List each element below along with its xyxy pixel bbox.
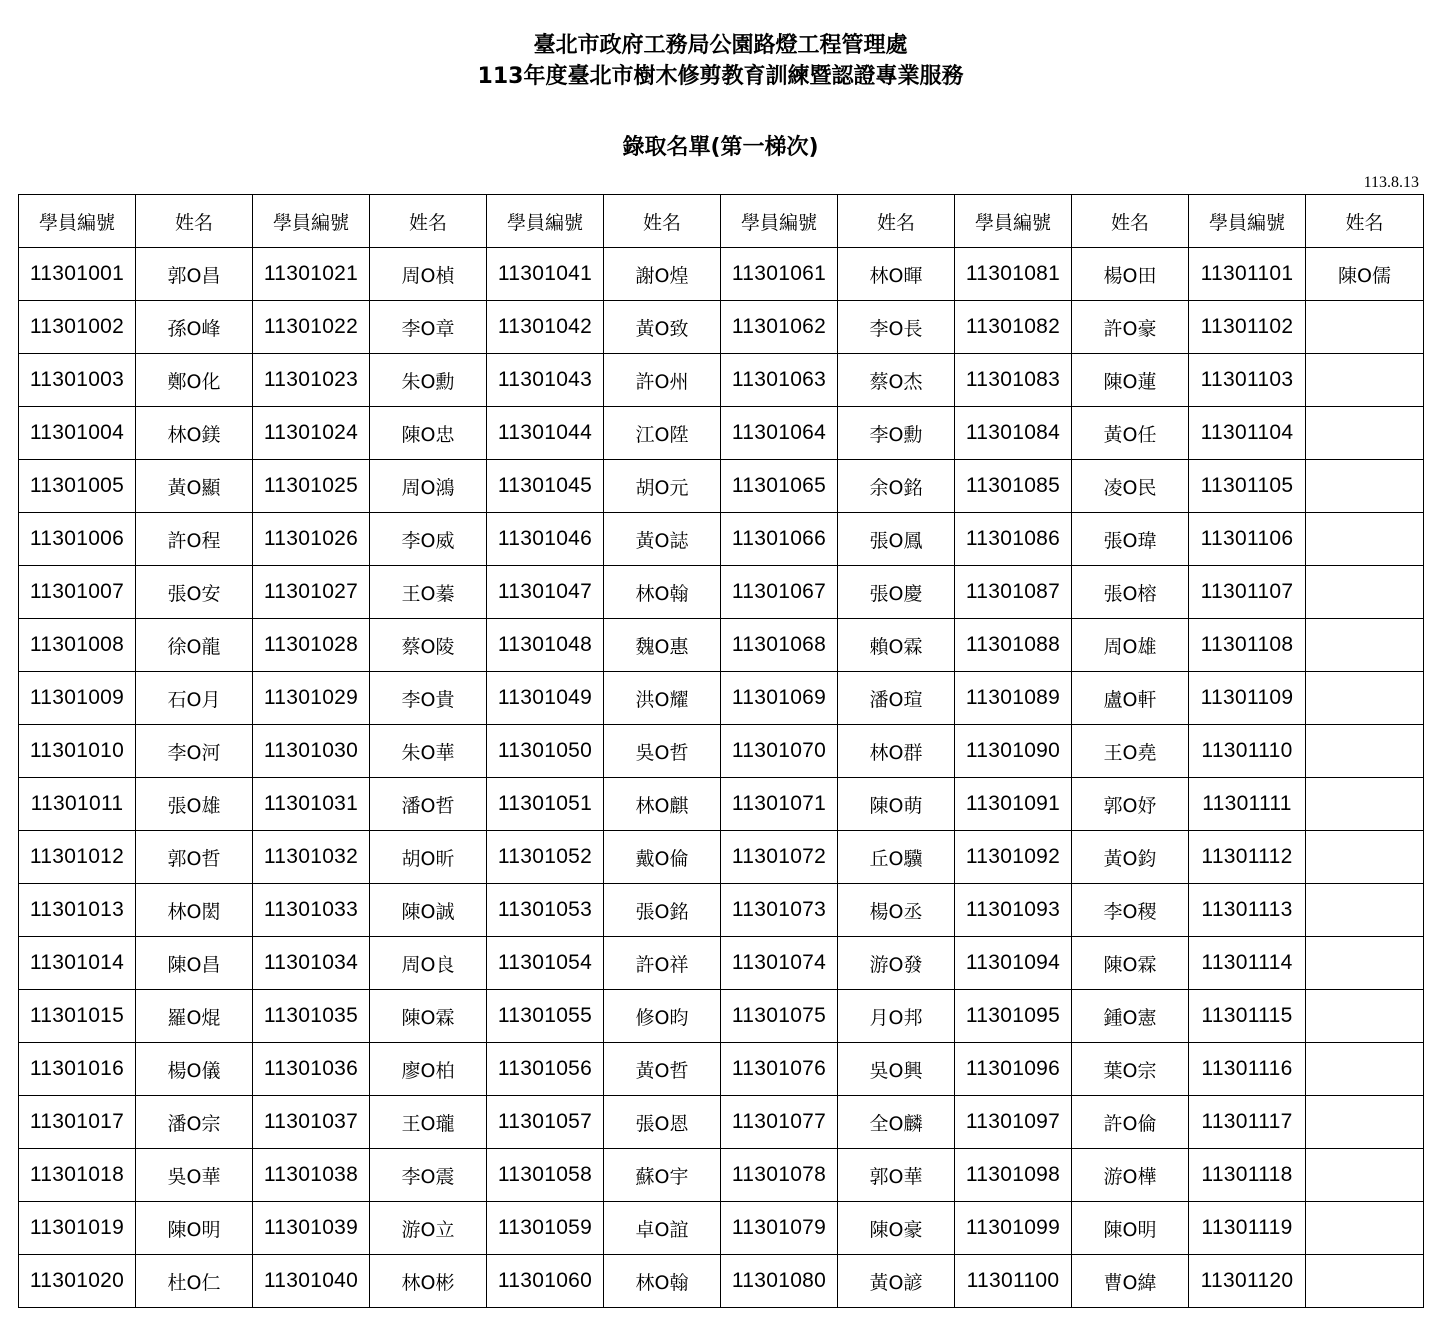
student-name-cell: 陳O儒 [1306, 248, 1424, 301]
student-id-cell: 11301060 [487, 1255, 604, 1308]
student-name-cell: 周O良 [370, 937, 487, 990]
table-row [19, 407, 1424, 460]
table-body [19, 248, 1424, 1308]
student-name-cell: 林O翰 [604, 1255, 721, 1308]
student-name-cell [1306, 831, 1424, 884]
student-name-cell: 蔡O陵 [370, 619, 487, 672]
student-name-cell: 鄭O化 [136, 354, 253, 407]
student-id-cell: 11301098 [955, 1149, 1072, 1202]
student-id-cell: 11301020 [19, 1255, 136, 1308]
student-name-cell: 許O州 [604, 354, 721, 407]
column-header-student-id: 學員編號 [253, 195, 370, 248]
student-id-cell: 11301062 [721, 301, 838, 354]
student-id-cell: 11301052 [487, 831, 604, 884]
student-name-cell: 潘O宗 [136, 1096, 253, 1149]
table-row [19, 672, 1424, 725]
student-name-cell: 鍾O憲 [1072, 990, 1189, 1043]
student-id-cell: 11301053 [487, 884, 604, 937]
student-id-cell: 11301057 [487, 1096, 604, 1149]
table-row [19, 1149, 1424, 1202]
student-name-cell: 徐O龍 [136, 619, 253, 672]
student-name-cell: 李O章 [370, 301, 487, 354]
student-name-cell [1306, 725, 1424, 778]
student-id-cell: 11301078 [721, 1149, 838, 1202]
column-header-student-id: 學員編號 [721, 195, 838, 248]
student-id-cell: 11301117 [1189, 1096, 1306, 1149]
student-name-cell: 郭O妤 [1072, 778, 1189, 831]
student-name-cell: 周O楨 [370, 248, 487, 301]
organization-title: 臺北市政府工務局公園路燈工程管理處 [533, 33, 908, 58]
student-id-cell: 11301097 [955, 1096, 1072, 1149]
table-row [19, 354, 1424, 407]
student-name-cell: 羅O焜 [136, 990, 253, 1043]
student-id-cell: 11301073 [721, 884, 838, 937]
student-name-cell: 蘇O宇 [604, 1149, 721, 1202]
column-header-student-id: 學員編號 [19, 195, 136, 248]
student-name-cell [1306, 937, 1424, 990]
program-title: 113年度臺北市樹木修剪教育訓練暨認證專業服務 [477, 64, 964, 89]
student-name-cell: 游O立 [370, 1202, 487, 1255]
student-id-cell: 11301012 [19, 831, 136, 884]
student-name-cell: 周O雄 [1072, 619, 1189, 672]
student-id-cell: 11301006 [19, 513, 136, 566]
document-date: 113.8.13 [1363, 174, 1419, 191]
student-name-cell: 賴O霖 [838, 619, 955, 672]
student-id-cell: 11301079 [721, 1202, 838, 1255]
student-id-cell: 11301038 [253, 1149, 370, 1202]
student-id-cell: 11301017 [19, 1096, 136, 1149]
student-id-cell: 11301116 [1189, 1043, 1306, 1096]
student-name-cell: 楊O儀 [136, 1043, 253, 1096]
student-name-cell [1306, 1255, 1424, 1308]
student-name-cell: 林O閎 [136, 884, 253, 937]
student-name-cell: 許O豪 [1072, 301, 1189, 354]
student-name-cell: 李O長 [838, 301, 955, 354]
student-name-cell [1306, 619, 1424, 672]
student-id-cell: 11301014 [19, 937, 136, 990]
student-id-cell: 11301106 [1189, 513, 1306, 566]
student-name-cell: 張O安 [136, 566, 253, 619]
student-id-cell: 11301092 [955, 831, 1072, 884]
student-id-cell: 11301102 [1189, 301, 1306, 354]
column-header-student-id: 學員編號 [487, 195, 604, 248]
student-id-cell: 11301081 [955, 248, 1072, 301]
student-id-cell: 11301095 [955, 990, 1072, 1043]
student-id-cell: 11301030 [253, 725, 370, 778]
student-id-cell: 11301016 [19, 1043, 136, 1096]
student-id-cell: 11301109 [1189, 672, 1306, 725]
student-name-cell [1306, 301, 1424, 354]
student-id-cell: 11301024 [253, 407, 370, 460]
column-header-name: 姓名 [1306, 195, 1424, 248]
student-name-cell [1306, 1096, 1424, 1149]
student-name-cell: 魏O惠 [604, 619, 721, 672]
student-name-cell: 陳O忠 [370, 407, 487, 460]
student-id-cell: 11301003 [19, 354, 136, 407]
student-name-cell: 黃O誌 [604, 513, 721, 566]
student-name-cell: 朱O勳 [370, 354, 487, 407]
student-name-cell [1306, 354, 1424, 407]
student-id-cell: 11301077 [721, 1096, 838, 1149]
student-id-cell: 11301059 [487, 1202, 604, 1255]
student-id-cell: 11301058 [487, 1149, 604, 1202]
student-name-cell [1306, 884, 1424, 937]
student-id-cell: 11301002 [19, 301, 136, 354]
student-id-cell: 11301105 [1189, 460, 1306, 513]
student-name-cell: 郭O昌 [136, 248, 253, 301]
student-id-cell: 11301087 [955, 566, 1072, 619]
student-name-cell: 盧O軒 [1072, 672, 1189, 725]
student-name-cell [1306, 990, 1424, 1043]
admission-roster-table [18, 194, 1424, 1308]
student-id-cell: 11301071 [721, 778, 838, 831]
student-name-cell: 張O雄 [136, 778, 253, 831]
student-name-cell: 李O威 [370, 513, 487, 566]
student-name-cell: 卓O誼 [604, 1202, 721, 1255]
student-id-cell: 11301045 [487, 460, 604, 513]
column-header-name: 姓名 [604, 195, 721, 248]
student-name-cell: 洪O耀 [604, 672, 721, 725]
student-name-cell: 吳O哲 [604, 725, 721, 778]
student-id-cell: 11301111 [1189, 778, 1306, 831]
student-id-cell: 11301061 [721, 248, 838, 301]
student-id-cell: 11301101 [1189, 248, 1306, 301]
table-row [19, 1255, 1424, 1308]
student-id-cell: 11301076 [721, 1043, 838, 1096]
student-id-cell: 11301112 [1189, 831, 1306, 884]
student-id-cell: 11301054 [487, 937, 604, 990]
table-row [19, 778, 1424, 831]
student-name-cell: 許O程 [136, 513, 253, 566]
student-id-cell: 11301047 [487, 566, 604, 619]
student-name-cell: 郭O哲 [136, 831, 253, 884]
student-id-cell: 11301056 [487, 1043, 604, 1096]
table-row [19, 248, 1424, 301]
student-id-cell: 11301021 [253, 248, 370, 301]
student-name-cell: 李O震 [370, 1149, 487, 1202]
student-id-cell: 11301064 [721, 407, 838, 460]
student-name-cell: 胡O元 [604, 460, 721, 513]
student-id-cell: 11301108 [1189, 619, 1306, 672]
student-id-cell: 11301070 [721, 725, 838, 778]
student-id-cell: 11301103 [1189, 354, 1306, 407]
student-name-cell: 郭O華 [838, 1149, 955, 1202]
student-name-cell: 游O發 [838, 937, 955, 990]
student-name-cell: 王O蓁 [370, 566, 487, 619]
student-name-cell: 黃O顯 [136, 460, 253, 513]
table-row [19, 566, 1424, 619]
student-id-cell: 11301048 [487, 619, 604, 672]
table-row [19, 831, 1424, 884]
student-id-cell: 11301046 [487, 513, 604, 566]
list-title: 錄取名單(第一梯次) [622, 135, 819, 160]
student-id-cell: 11301026 [253, 513, 370, 566]
table-row [19, 990, 1424, 1043]
student-name-cell: 張O鳳 [838, 513, 955, 566]
student-id-cell: 11301015 [19, 990, 136, 1043]
student-name-cell: 陳O昌 [136, 937, 253, 990]
student-name-cell: 孫O峰 [136, 301, 253, 354]
student-id-cell: 11301008 [19, 619, 136, 672]
student-id-cell: 11301044 [487, 407, 604, 460]
student-id-cell: 11301032 [253, 831, 370, 884]
student-name-cell: 潘O瑄 [838, 672, 955, 725]
student-name-cell: 李O貴 [370, 672, 487, 725]
table-row [19, 301, 1424, 354]
student-id-cell: 11301005 [19, 460, 136, 513]
student-name-cell: 張O銘 [604, 884, 721, 937]
table-row [19, 937, 1424, 990]
student-name-cell: 丘O驥 [838, 831, 955, 884]
table-row [19, 884, 1424, 937]
student-id-cell: 11301093 [955, 884, 1072, 937]
student-id-cell: 11301086 [955, 513, 1072, 566]
student-id-cell: 11301120 [1189, 1255, 1306, 1308]
student-name-cell: 陳O誠 [370, 884, 487, 937]
student-name-cell: 陳O豪 [838, 1202, 955, 1255]
student-name-cell: 李O河 [136, 725, 253, 778]
student-id-cell: 11301074 [721, 937, 838, 990]
student-name-cell: 陳O霖 [370, 990, 487, 1043]
student-id-cell: 11301028 [253, 619, 370, 672]
student-name-cell: 陳O霖 [1072, 937, 1189, 990]
column-header-student-id: 學員編號 [1189, 195, 1306, 248]
student-id-cell: 11301007 [19, 566, 136, 619]
student-name-cell [1306, 1202, 1424, 1255]
student-id-cell: 11301031 [253, 778, 370, 831]
table-row [19, 1096, 1424, 1149]
student-name-cell: 黃O致 [604, 301, 721, 354]
column-header-name: 姓名 [370, 195, 487, 248]
column-header-student-id: 學員編號 [955, 195, 1072, 248]
student-id-cell: 11301113 [1189, 884, 1306, 937]
student-name-cell [1306, 460, 1424, 513]
student-name-cell [1306, 513, 1424, 566]
student-name-cell: 黃O諺 [838, 1255, 955, 1308]
student-id-cell: 11301072 [721, 831, 838, 884]
student-id-cell: 11301051 [487, 778, 604, 831]
student-id-cell: 11301099 [955, 1202, 1072, 1255]
table-row [19, 725, 1424, 778]
student-name-cell: 張O恩 [604, 1096, 721, 1149]
student-name-cell [1306, 672, 1424, 725]
student-id-cell: 11301084 [955, 407, 1072, 460]
student-id-cell: 11301013 [19, 884, 136, 937]
student-name-cell: 王O瓏 [370, 1096, 487, 1149]
student-id-cell: 11301010 [19, 725, 136, 778]
table-row [19, 619, 1424, 672]
student-id-cell: 11301055 [487, 990, 604, 1043]
student-id-cell: 11301027 [253, 566, 370, 619]
student-id-cell: 11301025 [253, 460, 370, 513]
student-name-cell: 林O鎂 [136, 407, 253, 460]
student-name-cell: 林O群 [838, 725, 955, 778]
student-name-cell: 楊O田 [1072, 248, 1189, 301]
student-name-cell: 林O翰 [604, 566, 721, 619]
student-id-cell: 11301036 [253, 1043, 370, 1096]
student-id-cell: 11301068 [721, 619, 838, 672]
student-id-cell: 11301037 [253, 1096, 370, 1149]
student-id-cell: 11301023 [253, 354, 370, 407]
student-name-cell: 黃O哲 [604, 1043, 721, 1096]
student-name-cell: 張O慶 [838, 566, 955, 619]
student-id-cell: 11301049 [487, 672, 604, 725]
student-name-cell: 江O陞 [604, 407, 721, 460]
student-id-cell: 11301063 [721, 354, 838, 407]
student-name-cell: 許O祥 [604, 937, 721, 990]
student-name-cell: 凌O民 [1072, 460, 1189, 513]
student-id-cell: 11301043 [487, 354, 604, 407]
table-row [19, 1202, 1424, 1255]
student-id-cell: 11301118 [1189, 1149, 1306, 1202]
student-id-cell: 11301100 [955, 1255, 1072, 1308]
student-id-cell: 11301104 [1189, 407, 1306, 460]
student-name-cell: 陳O蓮 [1072, 354, 1189, 407]
student-name-cell: 全O麟 [838, 1096, 955, 1149]
student-id-cell: 11301075 [721, 990, 838, 1043]
table-row [19, 1043, 1424, 1096]
student-name-cell: 胡O昕 [370, 831, 487, 884]
student-name-cell: 李O稷 [1072, 884, 1189, 937]
student-id-cell: 11301067 [721, 566, 838, 619]
student-name-cell: 林O彬 [370, 1255, 487, 1308]
student-name-cell: 葉O宗 [1072, 1043, 1189, 1096]
student-id-cell: 11301085 [955, 460, 1072, 513]
student-name-cell: 陳O萌 [838, 778, 955, 831]
student-id-cell: 11301001 [19, 248, 136, 301]
student-name-cell: 戴O倫 [604, 831, 721, 884]
student-id-cell: 11301011 [19, 778, 136, 831]
student-name-cell: 陳O明 [1072, 1202, 1189, 1255]
column-header-name: 姓名 [838, 195, 955, 248]
table-row [19, 513, 1424, 566]
student-name-cell: 修O昀 [604, 990, 721, 1043]
student-name-cell: 李O勳 [838, 407, 955, 460]
column-header-name: 姓名 [136, 195, 253, 248]
student-name-cell: 王O堯 [1072, 725, 1189, 778]
student-id-cell: 11301018 [19, 1149, 136, 1202]
student-id-cell: 11301041 [487, 248, 604, 301]
student-id-cell: 11301107 [1189, 566, 1306, 619]
student-name-cell: 張O榕 [1072, 566, 1189, 619]
student-id-cell: 11301114 [1189, 937, 1306, 990]
student-name-cell: 張O瑋 [1072, 513, 1189, 566]
student-name-cell: 黃O鈞 [1072, 831, 1189, 884]
student-id-cell: 11301022 [253, 301, 370, 354]
table-header-row [19, 195, 1424, 248]
student-name-cell [1306, 1149, 1424, 1202]
student-name-cell: 楊O丞 [838, 884, 955, 937]
student-id-cell: 11301034 [253, 937, 370, 990]
student-name-cell [1306, 778, 1424, 831]
student-id-cell: 11301029 [253, 672, 370, 725]
student-id-cell: 11301119 [1189, 1202, 1306, 1255]
student-name-cell: 石O月 [136, 672, 253, 725]
student-id-cell: 11301033 [253, 884, 370, 937]
student-name-cell [1306, 566, 1424, 619]
student-id-cell: 11301019 [19, 1202, 136, 1255]
student-name-cell: 陳O明 [136, 1202, 253, 1255]
student-name-cell: 杜O仁 [136, 1255, 253, 1308]
student-id-cell: 11301094 [955, 937, 1072, 990]
student-name-cell: 月O邦 [838, 990, 955, 1043]
student-name-cell: 廖O柏 [370, 1043, 487, 1096]
student-name-cell: 黃O任 [1072, 407, 1189, 460]
student-name-cell: 余O銘 [838, 460, 955, 513]
student-name-cell: 林O麒 [604, 778, 721, 831]
student-name-cell: 曹O緯 [1072, 1255, 1189, 1308]
student-id-cell: 11301050 [487, 725, 604, 778]
student-name-cell: 許O倫 [1072, 1096, 1189, 1149]
student-name-cell: 潘O哲 [370, 778, 487, 831]
student-id-cell: 11301082 [955, 301, 1072, 354]
student-id-cell: 11301080 [721, 1255, 838, 1308]
student-id-cell: 11301066 [721, 513, 838, 566]
student-name-cell [1306, 407, 1424, 460]
student-id-cell: 11301096 [955, 1043, 1072, 1096]
student-id-cell: 11301065 [721, 460, 838, 513]
column-header-name: 姓名 [1072, 195, 1189, 248]
student-name-cell: 林O暉 [838, 248, 955, 301]
student-id-cell: 11301115 [1189, 990, 1306, 1043]
student-id-cell: 11301004 [19, 407, 136, 460]
student-id-cell: 11301040 [253, 1255, 370, 1308]
student-id-cell: 11301042 [487, 301, 604, 354]
student-id-cell: 11301035 [253, 990, 370, 1043]
student-name-cell: 蔡O杰 [838, 354, 955, 407]
student-id-cell: 11301089 [955, 672, 1072, 725]
table-row [19, 460, 1424, 513]
student-name-cell: 吳O興 [838, 1043, 955, 1096]
student-name-cell: 謝O煌 [604, 248, 721, 301]
student-name-cell: 吳O華 [136, 1149, 253, 1202]
student-id-cell: 11301110 [1189, 725, 1306, 778]
student-id-cell: 11301009 [19, 672, 136, 725]
student-id-cell: 11301091 [955, 778, 1072, 831]
student-name-cell: 游O樺 [1072, 1149, 1189, 1202]
student-id-cell: 11301083 [955, 354, 1072, 407]
student-id-cell: 11301088 [955, 619, 1072, 672]
student-name-cell [1306, 1043, 1424, 1096]
student-name-cell: 周O鴻 [370, 460, 487, 513]
student-id-cell: 11301039 [253, 1202, 370, 1255]
student-id-cell: 11301090 [955, 725, 1072, 778]
student-name-cell: 朱O華 [370, 725, 487, 778]
student-id-cell: 11301069 [721, 672, 838, 725]
